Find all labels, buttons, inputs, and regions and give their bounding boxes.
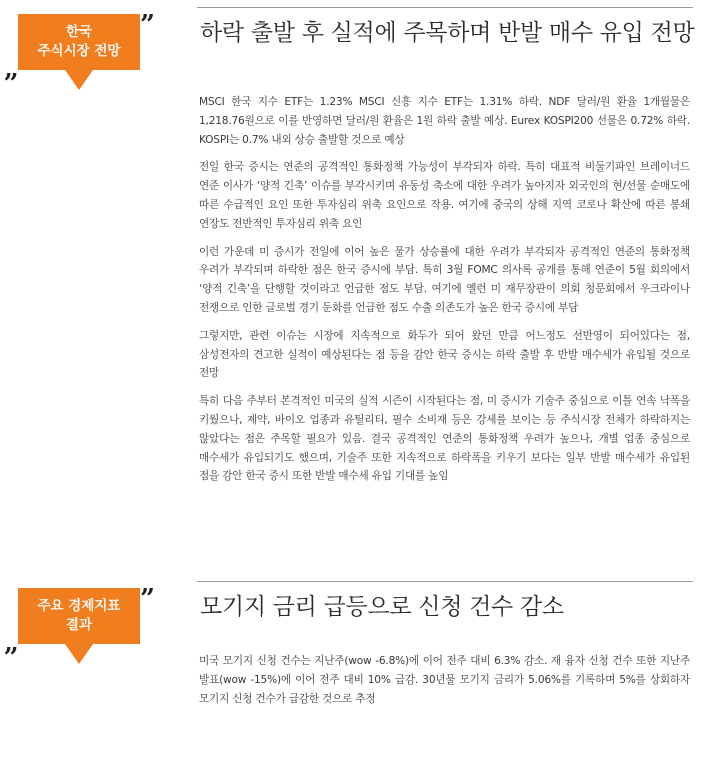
paragraph: 전일 한국 증시는 연준의 공격적인 통화정책 가능성이 부각되자 하락. 특히 대표적 비둘기파인 브레이너드 연준 이사가 ‘양적 긴축’ 이슈를 부각시키며 유동성 축소에 대한 우려가 높아지자 외국인의 현/선물 순매도에 따른 수급적인 요인 또한 투자심리 위축 요인으로 작용. 여기에 중국의 상해 지역 코로나 확산에 따른 봉쇄 연장도 전반적인 투자심리 위축 요인 bbox=[199, 161, 690, 230]
section-badge bbox=[4, 584, 166, 668]
paragraph: 미국 모기지 신청 건수는 지난주(wow -6.8%)에 이어 전주 대비 6.3% 감소. 재 융자 신청 건수 또한 지난주 발표(wow -15%)에 이어 전주 대비 10% 급감. 30년물 모기지 금리가 5.06%를 기록하며 5%를 상회하자 모기지 신청 건수가 급감한 것으로 추정 bbox=[199, 655, 690, 705]
badge-line-2: 주식시장 전망 bbox=[37, 43, 121, 59]
open-quote-icon: „ bbox=[4, 628, 19, 658]
section-badge bbox=[4, 10, 166, 94]
paragraph: 특히 다음 주부터 본격적인 미국의 실적 시즌이 시작된다는 점, 미 증시가 기술주 중심으로 이틀 연속 낙폭을 키웠으나, 제약, 바이오 업종과 유틸리티, 필수 소비재 등은 강세를 보이는 등 주식시장 전체가 하락하지는 않았다는 점은 주목할 필요가 있음. 결국 공격적인 연준의 통화정책 우려가 높으나, 개별 업종 중심으로 매수세가 유입되기도 했으며, 기술주 또한 지속적으로 하락폭을 키우기 보다는 일부 반발 매수세가 유입된 점을 감안 한국 증시 또한 반발 매수세 유입 기대를 높임 bbox=[199, 395, 690, 483]
section-body bbox=[199, 652, 690, 717]
paragraph: 이런 가운데 미 증시가 전일에 이어 높은 물가 상승률에 대한 우려가 부각되자 공격적인 연준의 통화정책 우려가 부각되며 하락한 점은 한국 증시에 부담. 특히 3월 FOMC 의사록 공개를 통해 연준이 5월 회의에서 ‘양적 긴축’을 단행할 것이라고 언급한 점도 부담. 여기에 옐런 미 재무장관이 의회 청문회에서 우크라이나 전쟁으로 인한 글로벌 경기 둔화를 언급한 점도 수출 의존도가 높은 한국 증시에 부담 bbox=[199, 245, 690, 314]
badge-line-1: 주요 경제지표 bbox=[37, 598, 121, 614]
title-divider bbox=[197, 581, 693, 582]
badge-box bbox=[18, 14, 140, 70]
badge-box bbox=[18, 588, 140, 644]
section-title: 모기지 금리 급등으로 신청 건수 감소 bbox=[200, 594, 564, 620]
badge-pointer bbox=[65, 644, 93, 664]
badge-line-2: 결과 bbox=[65, 617, 93, 633]
title-divider bbox=[197, 7, 693, 8]
open-quote-icon: „ bbox=[4, 54, 19, 84]
section-body bbox=[199, 93, 690, 495]
paragraph: 그렇지만, 관련 이슈는 시장에 지속적으로 화두가 되어 왔던 만큼 어느정도 선반영이 되어있다는 점, 삼성전자의 견고한 실적이 예상된다는 점 등을 감안 한국 증시는 하락 출발 후 반발 매수세가 유입될 것으로 전망 bbox=[199, 329, 690, 380]
close-quote-icon: ” bbox=[140, 584, 155, 614]
section-title: 하락 출발 후 실적에 주목하며 반발 매수 유입 전망 bbox=[200, 20, 695, 46]
close-quote-icon: ” bbox=[140, 10, 155, 40]
badge-pointer bbox=[65, 70, 93, 90]
paragraph: MSCI 한국 지수 ETF는 1.23% MSCI 신흥 지수 ETF는 1.31% 하락. NDF 달러/원 환율 1개월물은 1,218.76원으로 이를 반영하면 달러/원 환율은 1원 하락 출발 예상. Eurex KOSPI200 선물은 0.72% 하락. KOSPI는 0.7% 내외 상승 출발할 것으로 예상 bbox=[199, 96, 690, 146]
badge-line-1: 한국 bbox=[65, 24, 93, 40]
